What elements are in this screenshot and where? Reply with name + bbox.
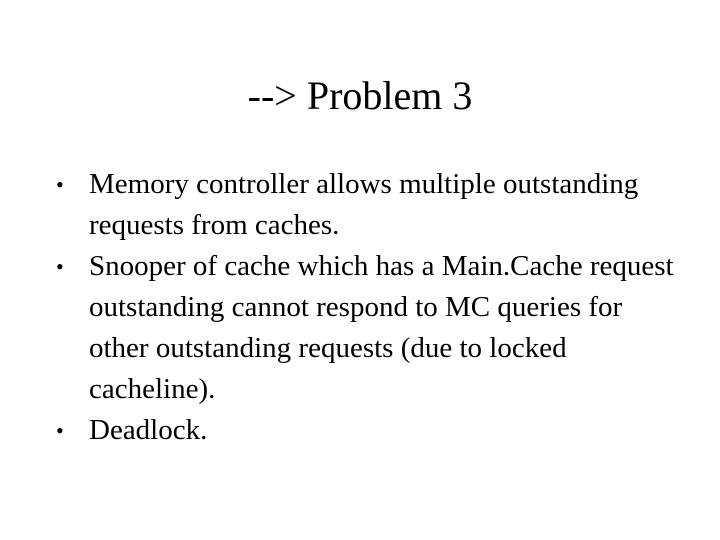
bullet-list: [56, 164, 676, 451]
bullet-item-memory-controller: [56, 164, 676, 246]
bullet-text: Snooper of cache which has a Main.Cache request outstanding cannot respond to MC queries for other outstanding requests (due to locked cacheline).: [89, 250, 674, 405]
bullet-item-snooper: [56, 246, 676, 410]
bullet-item-deadlock: [56, 410, 676, 451]
bullet-text: Memory controller allows multiple outstanding requests from caches.: [89, 168, 639, 241]
bullet-text: Deadlock.: [89, 414, 208, 446]
bullet-icon: •: [56, 172, 64, 197]
bullet-icon: •: [56, 418, 64, 443]
bullet-icon: •: [56, 254, 64, 279]
slide-title: --> Problem 3: [247, 73, 473, 118]
